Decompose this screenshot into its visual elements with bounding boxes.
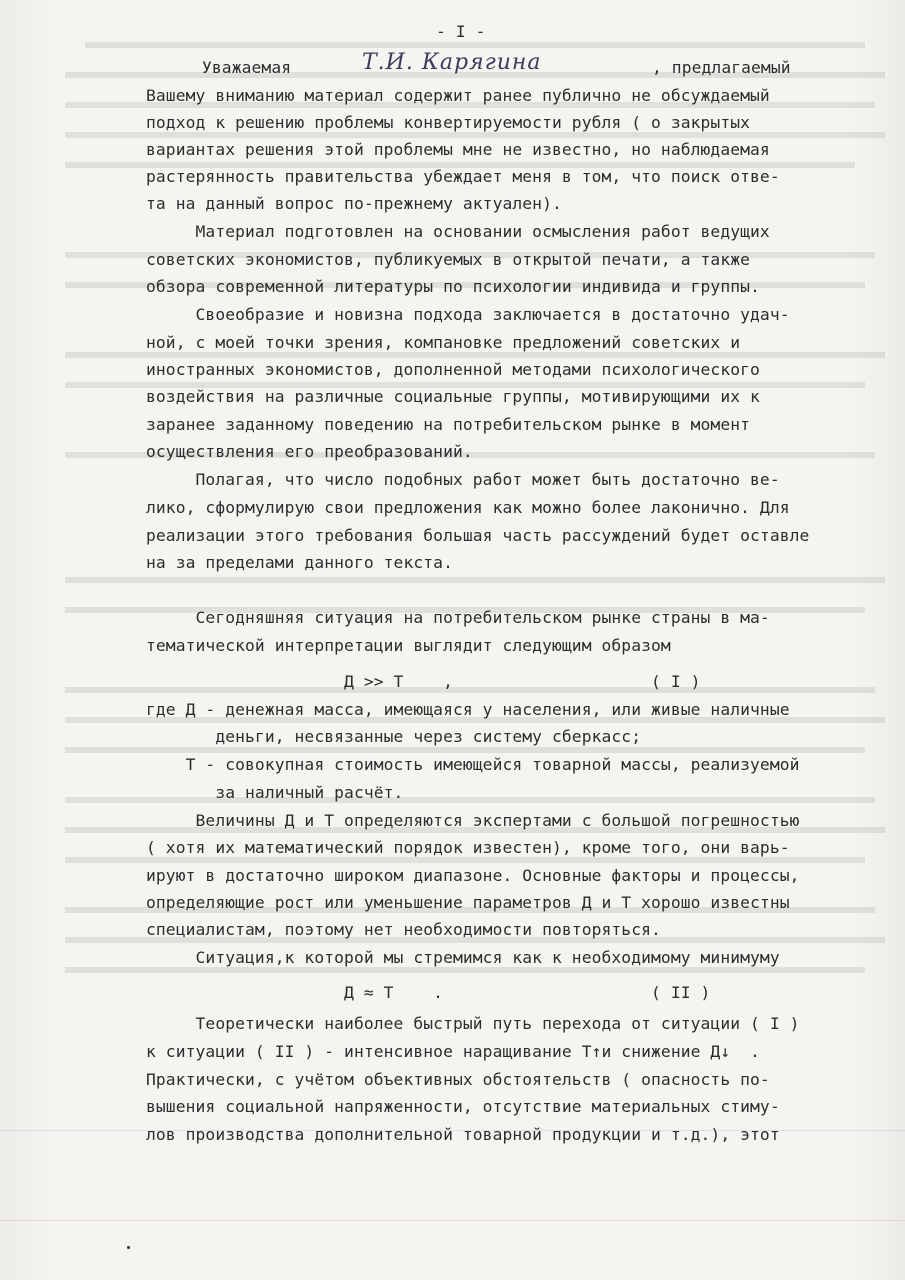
- body-line: Величины Д и Т определяются экспертами с большой погрешностью: [146, 811, 800, 830]
- body-line: деньги, несвязанные через систему сберкасс;: [146, 727, 642, 746]
- body-line: Ситуация,к которой мы стремимся как к необходимому минимуму: [146, 948, 780, 967]
- body-line: заранее заданному поведению на потребительском рынке в момент: [146, 415, 751, 434]
- salutation-suffix: , предлагаемый: [652, 58, 791, 77]
- body-line: та на данный вопрос по-прежнему актуален).: [146, 194, 562, 213]
- body-line: Теоретически наиболее быстрый путь перехода от ситуации ( I ): [146, 1014, 800, 1033]
- body-line: вариантах решения этой проблемы мне не известно, но наблюдаемая: [146, 140, 770, 159]
- body-line: Полагая, что число подобных работ может быть достаточно ве-: [146, 470, 780, 489]
- body-line: лов производства дополнительной товарной продукции и т.д.), этот: [146, 1125, 780, 1144]
- body-line: на за пределами данного текста.: [146, 553, 453, 572]
- handwritten-recipient-name: Т.И. Карягина: [362, 50, 542, 75]
- body-line: Материал подготовлен на основании осмысления работ ведущих: [146, 222, 770, 241]
- body-line: за наличный расчёт.: [146, 783, 404, 802]
- body-line: вышения социальной напряженности, отсутствие материальных стиму-: [146, 1097, 780, 1116]
- body-line: лико, сформулирую свои предложения как можно более лаконично. Для: [146, 498, 790, 517]
- scan-line: [0, 1220, 905, 1221]
- body-line: подход к решению проблемы конвертируемости рубля ( о закрытых: [146, 113, 751, 132]
- body-line: специалистам, поэтому нет необходимости повторяться.: [146, 920, 661, 939]
- salutation-prefix: Уважаемая: [202, 58, 292, 77]
- body-line: обзора современной литературы по психологии индивида и группы.: [146, 277, 760, 296]
- body-line: ( хотя их математический порядок известен), кроме того, они варь-: [146, 838, 790, 857]
- formula-line: Д ≈ Т . ( II ): [146, 983, 711, 1002]
- body-line: Т - совокупная стоимость имеющейся товарной массы, реализуемой: [146, 755, 800, 774]
- body-line: Вашему вниманию материал содержит ранее публично не обсуждаемый: [146, 86, 770, 105]
- body-line: ной, с моей точки зрения, компановке предложений советских и: [146, 333, 741, 352]
- formula-line: Д >> Т , ( I ): [146, 672, 701, 691]
- scan-speck: [127, 1246, 130, 1249]
- body-line: советских экономистов, публикуемых в открытой печати, а также: [146, 250, 751, 269]
- body-line: растерянность правительства убеждает меня в том, что поиск отве-: [146, 167, 780, 186]
- body-line: к ситуации ( II ) - интенсивное наращивание Т↑и снижение Д↓ .: [146, 1042, 760, 1061]
- body-line: определяющие рост или уменьшение параметров Д и Т хорошо известны: [146, 893, 790, 912]
- body-line: Своеобразие и новизна подхода заключается в достаточно удач-: [146, 305, 790, 324]
- body-line: где Д - денежная масса, имеющаяся у населения, или живые наличные: [146, 700, 790, 719]
- body-line: воздействия на различные социальные группы, мотивирующими их к: [146, 387, 760, 406]
- body-line: ируют в достаточно широком диапазоне. Основные факторы и процессы,: [146, 866, 800, 885]
- body-line: Сегодняшняя ситуация на потребительском рынке страны в ма-: [146, 608, 770, 627]
- body-line: осуществления его преобразований.: [146, 442, 473, 461]
- body-line: иностранных экономистов, дополненной методами психологического: [146, 360, 760, 379]
- page-number: - I -: [436, 22, 486, 41]
- body-line: Практически, с учётом объективных обстоятельств ( опасность по-: [146, 1070, 770, 1089]
- body-line: тематической интерпретации выглядит следующим образом: [146, 636, 671, 655]
- body-line: реализации этого требования большая часть рассуждений будет оставле: [146, 526, 810, 545]
